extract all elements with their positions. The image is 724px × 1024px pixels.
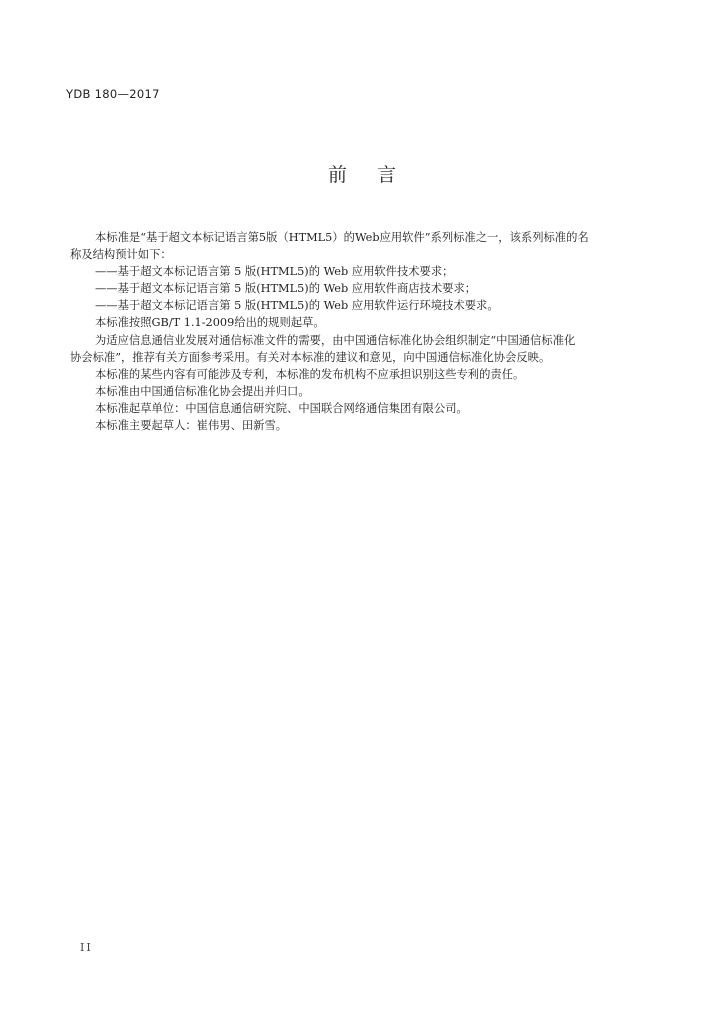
paragraph-line: 本标准按照GB/T 1.1-2009给出的规则起草。	[95, 316, 325, 330]
paragraph-line: 本标准由中国通信标准化协会提出并归口。	[95, 384, 310, 398]
paragraph-line: ——基于超文本标记语言第 5 版(HTML5)的 Web 应用软件运行环境技术要求。	[95, 299, 499, 313]
paragraph-line: 本标准的某些内容有可能涉及专利，本标准的发布机构不应承担识别这些专利的责任。	[95, 367, 525, 381]
document-code: YDB 180—2017	[66, 87, 160, 101]
paragraph-line: ——基于超文本标记语言第 5 版(HTML5)的 Web 应用软件技术要求；	[95, 265, 454, 279]
page-number: II	[80, 941, 93, 954]
paragraph-line: 称及结构预计如下：	[70, 248, 172, 262]
paragraph-line: 本标准主要起草人：崔伟男、田新雪。	[95, 419, 288, 433]
paragraph-line: 本标准起草单位：中国信息通信研究院、中国联合网络通信集团有限公司。	[95, 401, 468, 415]
paragraph-line: ——基于超文本标记语言第 5 版(HTML5)的 Web 应用软件商店技术要求；	[95, 282, 477, 296]
paragraph-line: 本标准是“基于超文本标记语言第5版（HTML5）的Web应用软件”系列标准之一，该系列标准的名	[95, 231, 589, 244]
page-title: 前言	[327, 164, 426, 186]
paragraph-line: 协会标准”，推荐有关方面参考采用。有关对本标准的建议和意见，向中国通信标准化协会反映。	[70, 350, 551, 364]
paragraph-line: 为适应信息通信业发展对通信标准文件的需要，由中国通信标准化协会组织制定“中国通信标准化	[95, 333, 576, 347]
foreword-body	[70, 229, 654, 434]
